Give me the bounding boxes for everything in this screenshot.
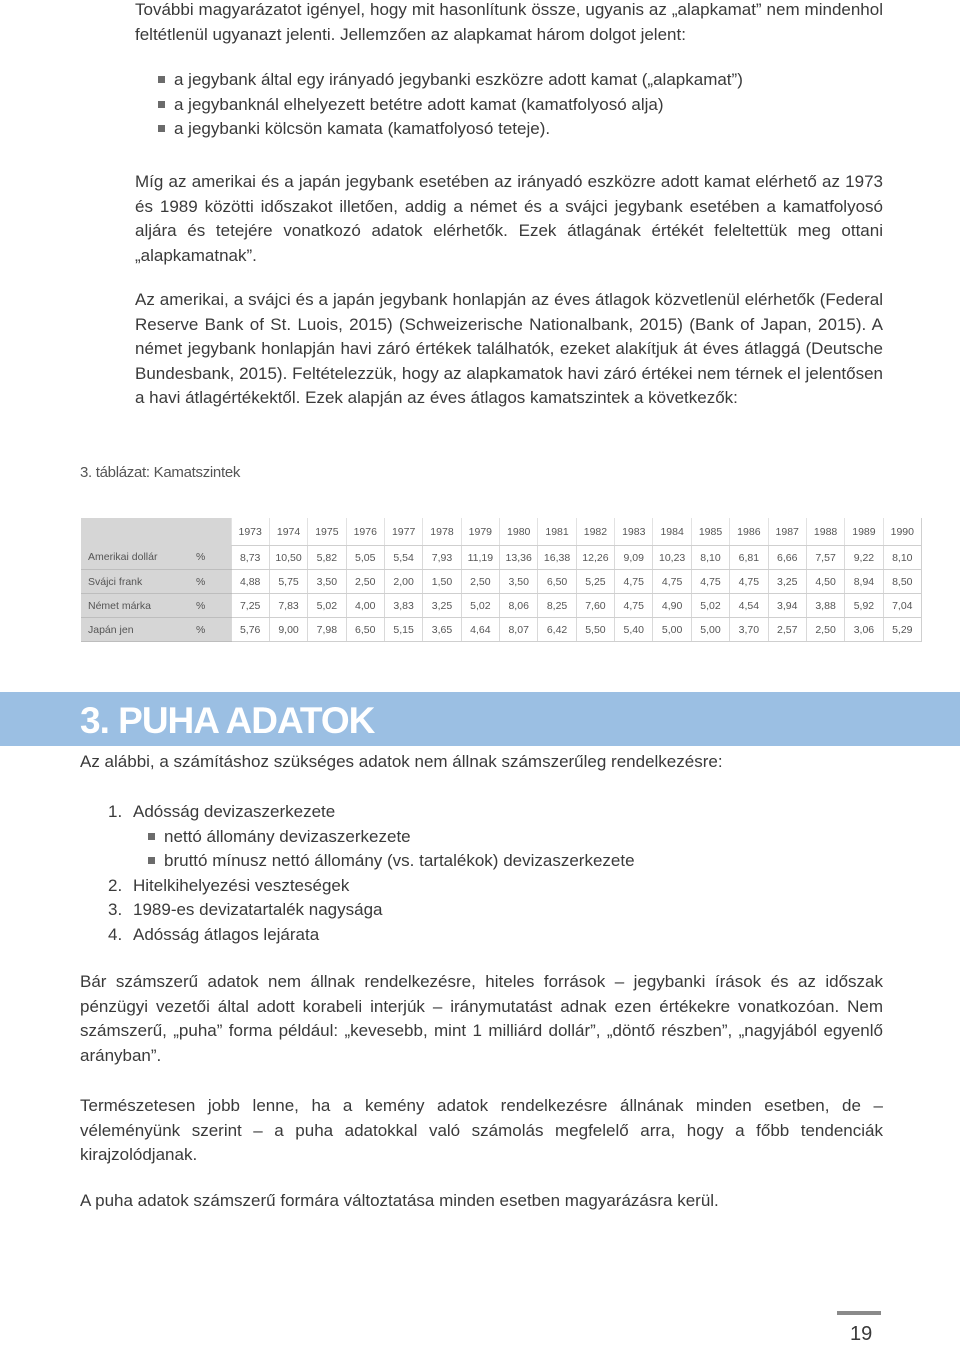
- item-number: 1.: [108, 802, 123, 821]
- table-row: [81, 618, 922, 642]
- item-text: Hitelkihelyezési veszteségek: [133, 875, 350, 895]
- rate-value-cell: 3,94: [768, 594, 806, 618]
- rate-value-cell: 8,07: [500, 618, 538, 642]
- table-header-row: [81, 518, 922, 546]
- list-item: [108, 898, 635, 923]
- rate-value-cell: 7,04: [883, 594, 921, 618]
- year-header: 1975: [308, 518, 346, 546]
- rate-value-cell: 6,42: [538, 618, 576, 642]
- paragraph: Az amerikai, a svájci és a japán jegybank honlapján az éves átlagok közvetlenül elérhetők (Federal Reserve Bank of St. Luois, 2015) (Schweizerische Nationalbank, 2015) (Bank of Japan, 2015). A német jegybank honlapján havi záró értékek találhatók, ezeket alakítjuk át éves átlaggá (Deutsche Bundesbank, 2015). Feltételezzük, hogy az alapkamatok havi záró értékei nem térnek el jelentősen a havi átlagértékektől. Ezek alapján az éves átlagos kamatszintek a következők:: [135, 290, 883, 407]
- item-number: 3.: [108, 900, 123, 919]
- year-header: 1979: [461, 518, 499, 546]
- rate-value-cell: 6,50: [538, 570, 576, 594]
- year-header: 1982: [576, 518, 614, 546]
- rate-value-cell: 2,50: [461, 570, 499, 594]
- section-intro: Az alábbi, a számításhoz szükséges adatok nem állnak számszerűleg rendelkezésre:: [80, 752, 723, 771]
- item-number: 2.: [108, 875, 123, 895]
- rate-value-cell: 3,06: [845, 618, 883, 642]
- interest-rate-table: [81, 518, 922, 642]
- year-header: 1978: [423, 518, 461, 546]
- rate-value-cell: 7,93: [423, 546, 461, 570]
- currency-label: Svájci frank: [81, 570, 194, 594]
- table-caption: 3. táblázat: Kamatszintek: [80, 464, 241, 481]
- rate-value-cell: 4,75: [653, 570, 691, 594]
- year-header: 1986: [730, 518, 768, 546]
- year-header: 1989: [845, 518, 883, 546]
- year-header: 1990: [883, 518, 921, 546]
- rate-value-cell: 8,06: [500, 594, 538, 618]
- rate-value-cell: 9,00: [269, 618, 307, 642]
- unit-cell: %: [194, 618, 231, 642]
- rate-value-cell: 8,10: [883, 546, 921, 570]
- rate-value-cell: 5,25: [576, 570, 614, 594]
- year-header: 1983: [615, 518, 653, 546]
- rate-value-cell: 2,57: [768, 618, 806, 642]
- rate-value-cell: 3,25: [423, 594, 461, 618]
- rate-value-cell: 5,02: [691, 594, 729, 618]
- year-header: 1985: [691, 518, 729, 546]
- rate-value-cell: 3,50: [308, 570, 346, 594]
- section-banner: [0, 692, 960, 746]
- rate-value-cell: 6,66: [768, 546, 806, 570]
- rate-value-cell: 8,94: [845, 570, 883, 594]
- year-header: 1973: [231, 518, 269, 546]
- list-item: a jegybanki kölcsön kamata (kamatfolyosó teteje).: [154, 117, 743, 142]
- rate-value-cell: 7,25: [231, 594, 269, 618]
- rate-value-cell: 6,81: [730, 546, 768, 570]
- rate-value-cell: 4,75: [615, 594, 653, 618]
- rate-value-cell: 13,36: [500, 546, 538, 570]
- item-text: 1989-es devizatartalék nagysága: [133, 900, 383, 919]
- sub-list: [144, 825, 635, 874]
- rate-value-cell: 3,83: [384, 594, 422, 618]
- table-row: [81, 570, 922, 594]
- rate-value-cell: 4,88: [231, 570, 269, 594]
- year-header: 1987: [768, 518, 806, 546]
- rate-value-cell: 12,26: [576, 546, 614, 570]
- paragraph: A puha adatok számszerű formára változtatása minden esetben magyarázásra kerül.: [80, 1191, 719, 1210]
- rate-value-cell: 8,10: [691, 546, 729, 570]
- currency-label: Japán jen: [81, 618, 194, 642]
- year-header: 1981: [538, 518, 576, 546]
- unit-cell: %: [194, 570, 231, 594]
- rate-value-cell: 4,90: [653, 594, 691, 618]
- rate-value-cell: 4,75: [615, 570, 653, 594]
- rate-value-cell: 2,00: [384, 570, 422, 594]
- rate-value-cell: 3,25: [768, 570, 806, 594]
- year-header: 1976: [346, 518, 384, 546]
- list-item: a jegybank által egy irányadó jegybanki eszközre adott kamat („alapkamat”): [154, 68, 743, 93]
- rate-value-cell: 4,64: [461, 618, 499, 642]
- rate-value-cell: 8,25: [538, 594, 576, 618]
- rate-value-cell: 5,05: [346, 546, 384, 570]
- rate-value-cell: 8,50: [883, 570, 921, 594]
- rate-value-cell: 4,75: [691, 570, 729, 594]
- table-corner-cell: [81, 518, 231, 546]
- page-number: 19: [850, 1323, 873, 1345]
- rate-value-cell: 5,92: [845, 594, 883, 618]
- rate-value-cell: 4,75: [730, 570, 768, 594]
- rate-value-cell: 7,83: [269, 594, 307, 618]
- rate-value-cell: 7,98: [308, 618, 346, 642]
- year-header: 1984: [653, 518, 691, 546]
- rate-value-cell: 5,00: [653, 618, 691, 642]
- rate-value-cell: 5,54: [384, 546, 422, 570]
- table-row: [81, 594, 922, 618]
- rate-value-cell: 4,00: [346, 594, 384, 618]
- rate-value-cell: 5,40: [615, 618, 653, 642]
- soft-data-list: [108, 800, 635, 947]
- rate-value-cell: 3,65: [423, 618, 461, 642]
- rate-value-cell: 3,50: [500, 570, 538, 594]
- table-row: [81, 546, 922, 570]
- rate-value-cell: 11,19: [461, 546, 499, 570]
- rate-value-cell: 1,50: [423, 570, 461, 594]
- rate-value-cell: 7,57: [806, 546, 844, 570]
- unit-cell: %: [194, 594, 231, 618]
- list-item: [108, 800, 635, 874]
- sub-list-item: bruttó mínusz nettó állomány (vs. tartalékok) devizaszerkezete: [144, 849, 635, 874]
- rate-value-cell: 4,50: [806, 570, 844, 594]
- rate-value-cell: 7,60: [576, 594, 614, 618]
- rate-value-cell: 3,70: [730, 618, 768, 642]
- list-item: [108, 874, 635, 899]
- rate-value-cell: 5,76: [231, 618, 269, 642]
- rate-value-cell: 5,02: [308, 594, 346, 618]
- rate-value-cell: 8,73: [231, 546, 269, 570]
- interest-definitions-list: [154, 68, 743, 142]
- rate-value-cell: 2,50: [346, 570, 384, 594]
- paragraph: Természetesen jobb lenne, ha a kemény adatok rendelkezésre állnának minden esetben, de – véleményünk szerint – a puha adatokkal való számolás megfelelő arra, hogy a főbb tendenciák kirajzolódjanak.: [80, 1096, 883, 1164]
- item-number: 4.: [108, 924, 123, 944]
- currency-label: Német márka: [81, 594, 194, 618]
- rate-value-cell: 2,50: [806, 618, 844, 642]
- list-item: [108, 923, 635, 948]
- rate-value-cell: 3,88: [806, 594, 844, 618]
- rate-value-cell: 5,50: [576, 618, 614, 642]
- sub-list-item: nettó állomány devizaszerkezete: [144, 825, 635, 850]
- paragraph: Míg az amerikai és a japán jegybank esetében az irányadó eszközre adott kamat elérhető az 1973 és 1989 közötti időszakot illetően, addig a német és a svájci jegybank esetében a kamatfolyosó aljára és tetejére vonatkozó adatok elérhetők. Ezek átlagának értékét feleltettük meg ottani „alapkamatnak”.: [135, 172, 883, 265]
- page-number-rule: [837, 1311, 881, 1315]
- rate-value-cell: 6,50: [346, 618, 384, 642]
- rate-value-cell: 9,09: [615, 546, 653, 570]
- intro-paragraph: További magyarázatot igényel, hogy mit hasonlítunk össze, ugyanis az „alapkamat” nem mindenhol feltétlenül ugyanazt jelenti. Jellemzően az alapkamat három dolgot jelent:: [135, 0, 883, 44]
- rate-value-cell: 5,00: [691, 618, 729, 642]
- year-header: 1988: [806, 518, 844, 546]
- currency-label: Amerikai dollár: [81, 546, 194, 570]
- paragraph: Bár számszerű adatok nem állnak rendelkezésre, hiteles források – jegybanki írások és az időszak pénzügyi vezetői által adott korabeli interjúk – iránymutatást adnak ezen értékekre vonatkozóan. Nem számszerű, „puha” forma például: „kevesebb, mint 1 milliárd dollár”, „döntő részben”, „nagyjából egyenlő arányban”.: [80, 972, 883, 1065]
- rate-value-cell: 5,29: [883, 618, 921, 642]
- rate-value-cell: 16,38: [538, 546, 576, 570]
- unit-cell: %: [194, 546, 231, 570]
- list-item: a jegybanknál elhelyezett betétre adott kamat (kamatfolyosó alja): [154, 93, 743, 118]
- item-text: Adósság átlagos lejárata: [133, 924, 320, 944]
- year-header: 1980: [500, 518, 538, 546]
- rate-value-cell: 9,22: [845, 546, 883, 570]
- rate-value-cell: 4,54: [730, 594, 768, 618]
- rate-value-cell: 10,50: [269, 546, 307, 570]
- year-header: 1977: [384, 518, 422, 546]
- rate-value-cell: 5,82: [308, 546, 346, 570]
- rate-value-cell: 5,02: [461, 594, 499, 618]
- rate-value-cell: 5,15: [384, 618, 422, 642]
- section-title: 3. PUHA ADATOK: [80, 700, 375, 741]
- year-header: 1974: [269, 518, 307, 546]
- item-text: Adósság devizaszerkezete: [133, 802, 336, 821]
- rate-value-cell: 10,23: [653, 546, 691, 570]
- rate-value-cell: 5,75: [269, 570, 307, 594]
